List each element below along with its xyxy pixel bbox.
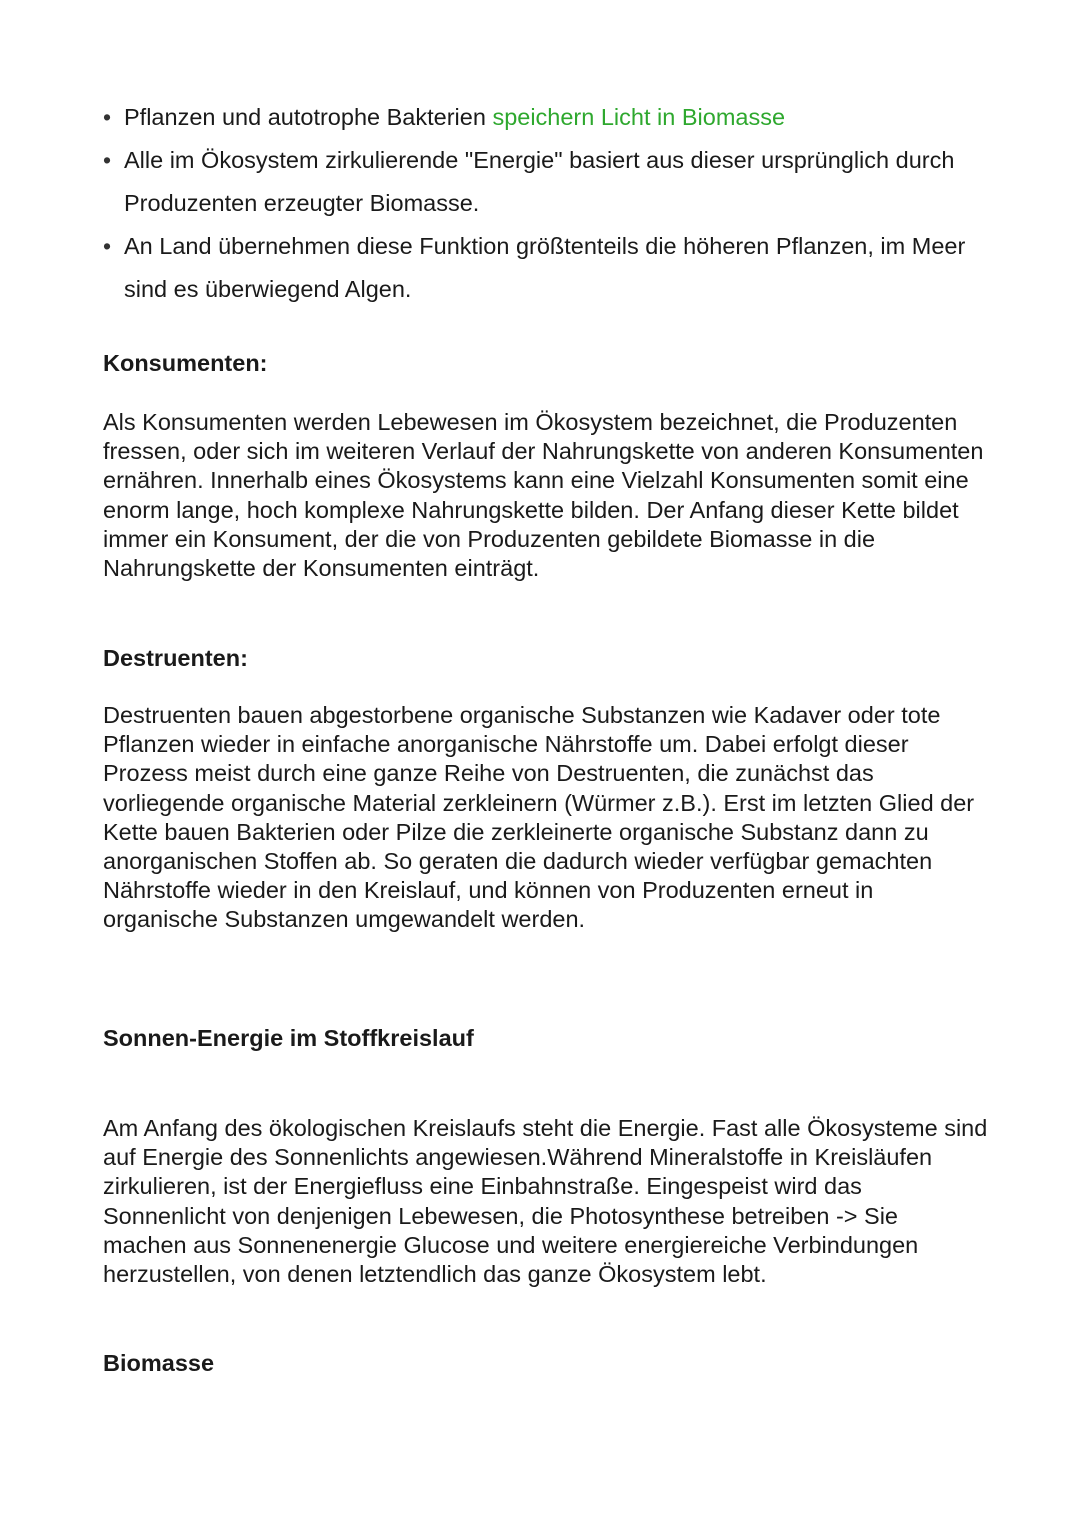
sonnenenergie-heading: Sonnen-Energie im Stoffkreislauf <box>103 1025 474 1051</box>
bullet-highlight: speichern Licht in Biomasse <box>492 104 786 130</box>
sonnenenergie-paragraph: Am Anfang des ökologischen Kreislaufs steht die Energie. Fast alle Ökosysteme sind auf Energie des Sonnenlichts angewiesen.Während Mineralstoffe in Kreisläufen zirkulieren, ist der Energiefluss eine Einbahnstraße. Eingespeist wird das Sonnenlicht von denjenigen Lebewesen, die Photosynthese betreiben -> Sie machen aus Sonnenenergie Glucose und weitere energiereiche Verbindungen herzustellen, von denen letztendlich das ganze Ökosystem lebt. <box>103 1115 988 1288</box>
bullet-list <box>103 96 983 311</box>
bullet-icon: • <box>103 233 112 259</box>
biomasse-heading: Biomasse <box>103 1350 215 1376</box>
bullet-item <box>103 96 983 139</box>
destruenten-heading: Destruenten: <box>103 645 248 671</box>
bullet-text: An Land übernehmen diese Funktion größtenteils die höheren Pflanzen, im Meer sind es überwiegend Algen. <box>124 233 966 302</box>
konsumenten-heading: Konsumenten: <box>103 350 268 376</box>
bullet-item <box>103 139 983 225</box>
bullet-icon: • <box>103 147 112 173</box>
destruenten-paragraph: Destruenten bauen abgestorbene organische Substanzen wie Kadaver oder tote Pflanzen wieder in einfache anorganische Nährstoffe um. Dabei erfolgt dieser Prozess meist durch eine ganze Reihe von Destruenten, die zunächst das vorliegende organische Material zerkleinern (Würmer z.B.). Erst im letzten Glied der Kette bauen Bakterien oder Pilze die zerkleinerte organische Substanz dann zu anorganischen Stoffen ab. So geraten die dadurch wieder verfügbar gemachten Nährstoffe wieder in den Kreislauf, und können von Produzenten erneut in organische Substanzen umgewandelt werden. <box>103 702 975 933</box>
bullet-icon: • <box>103 104 112 130</box>
bullet-text: Pflanzen und autotrophe Bakterien <box>124 104 493 130</box>
bullet-text: Alle im Ökosystem zirkulierende "Energie" basiert aus dieser ursprünglich durch Produzenten erzeugter Biomasse. <box>124 147 955 216</box>
bullet-item <box>103 225 983 311</box>
konsumenten-paragraph: Als Konsumenten werden Lebewesen im Ökosystem bezeichnet, die Produzenten fressen, oder sich im weiteren Verlauf der Nahrungskette von anderen Konsumenten ernähren. Innerhalb eines Ökosystems kann eine Vielzahl Konsumenten somit eine enorm lange, hoch komplexe Nahrungskette bilden. Der Anfang dieser Kette bildet immer ein Konsument, der die von Produzenten gebildete Biomasse in die Nahrungskette der Konsumenten einträgt. <box>103 409 984 582</box>
